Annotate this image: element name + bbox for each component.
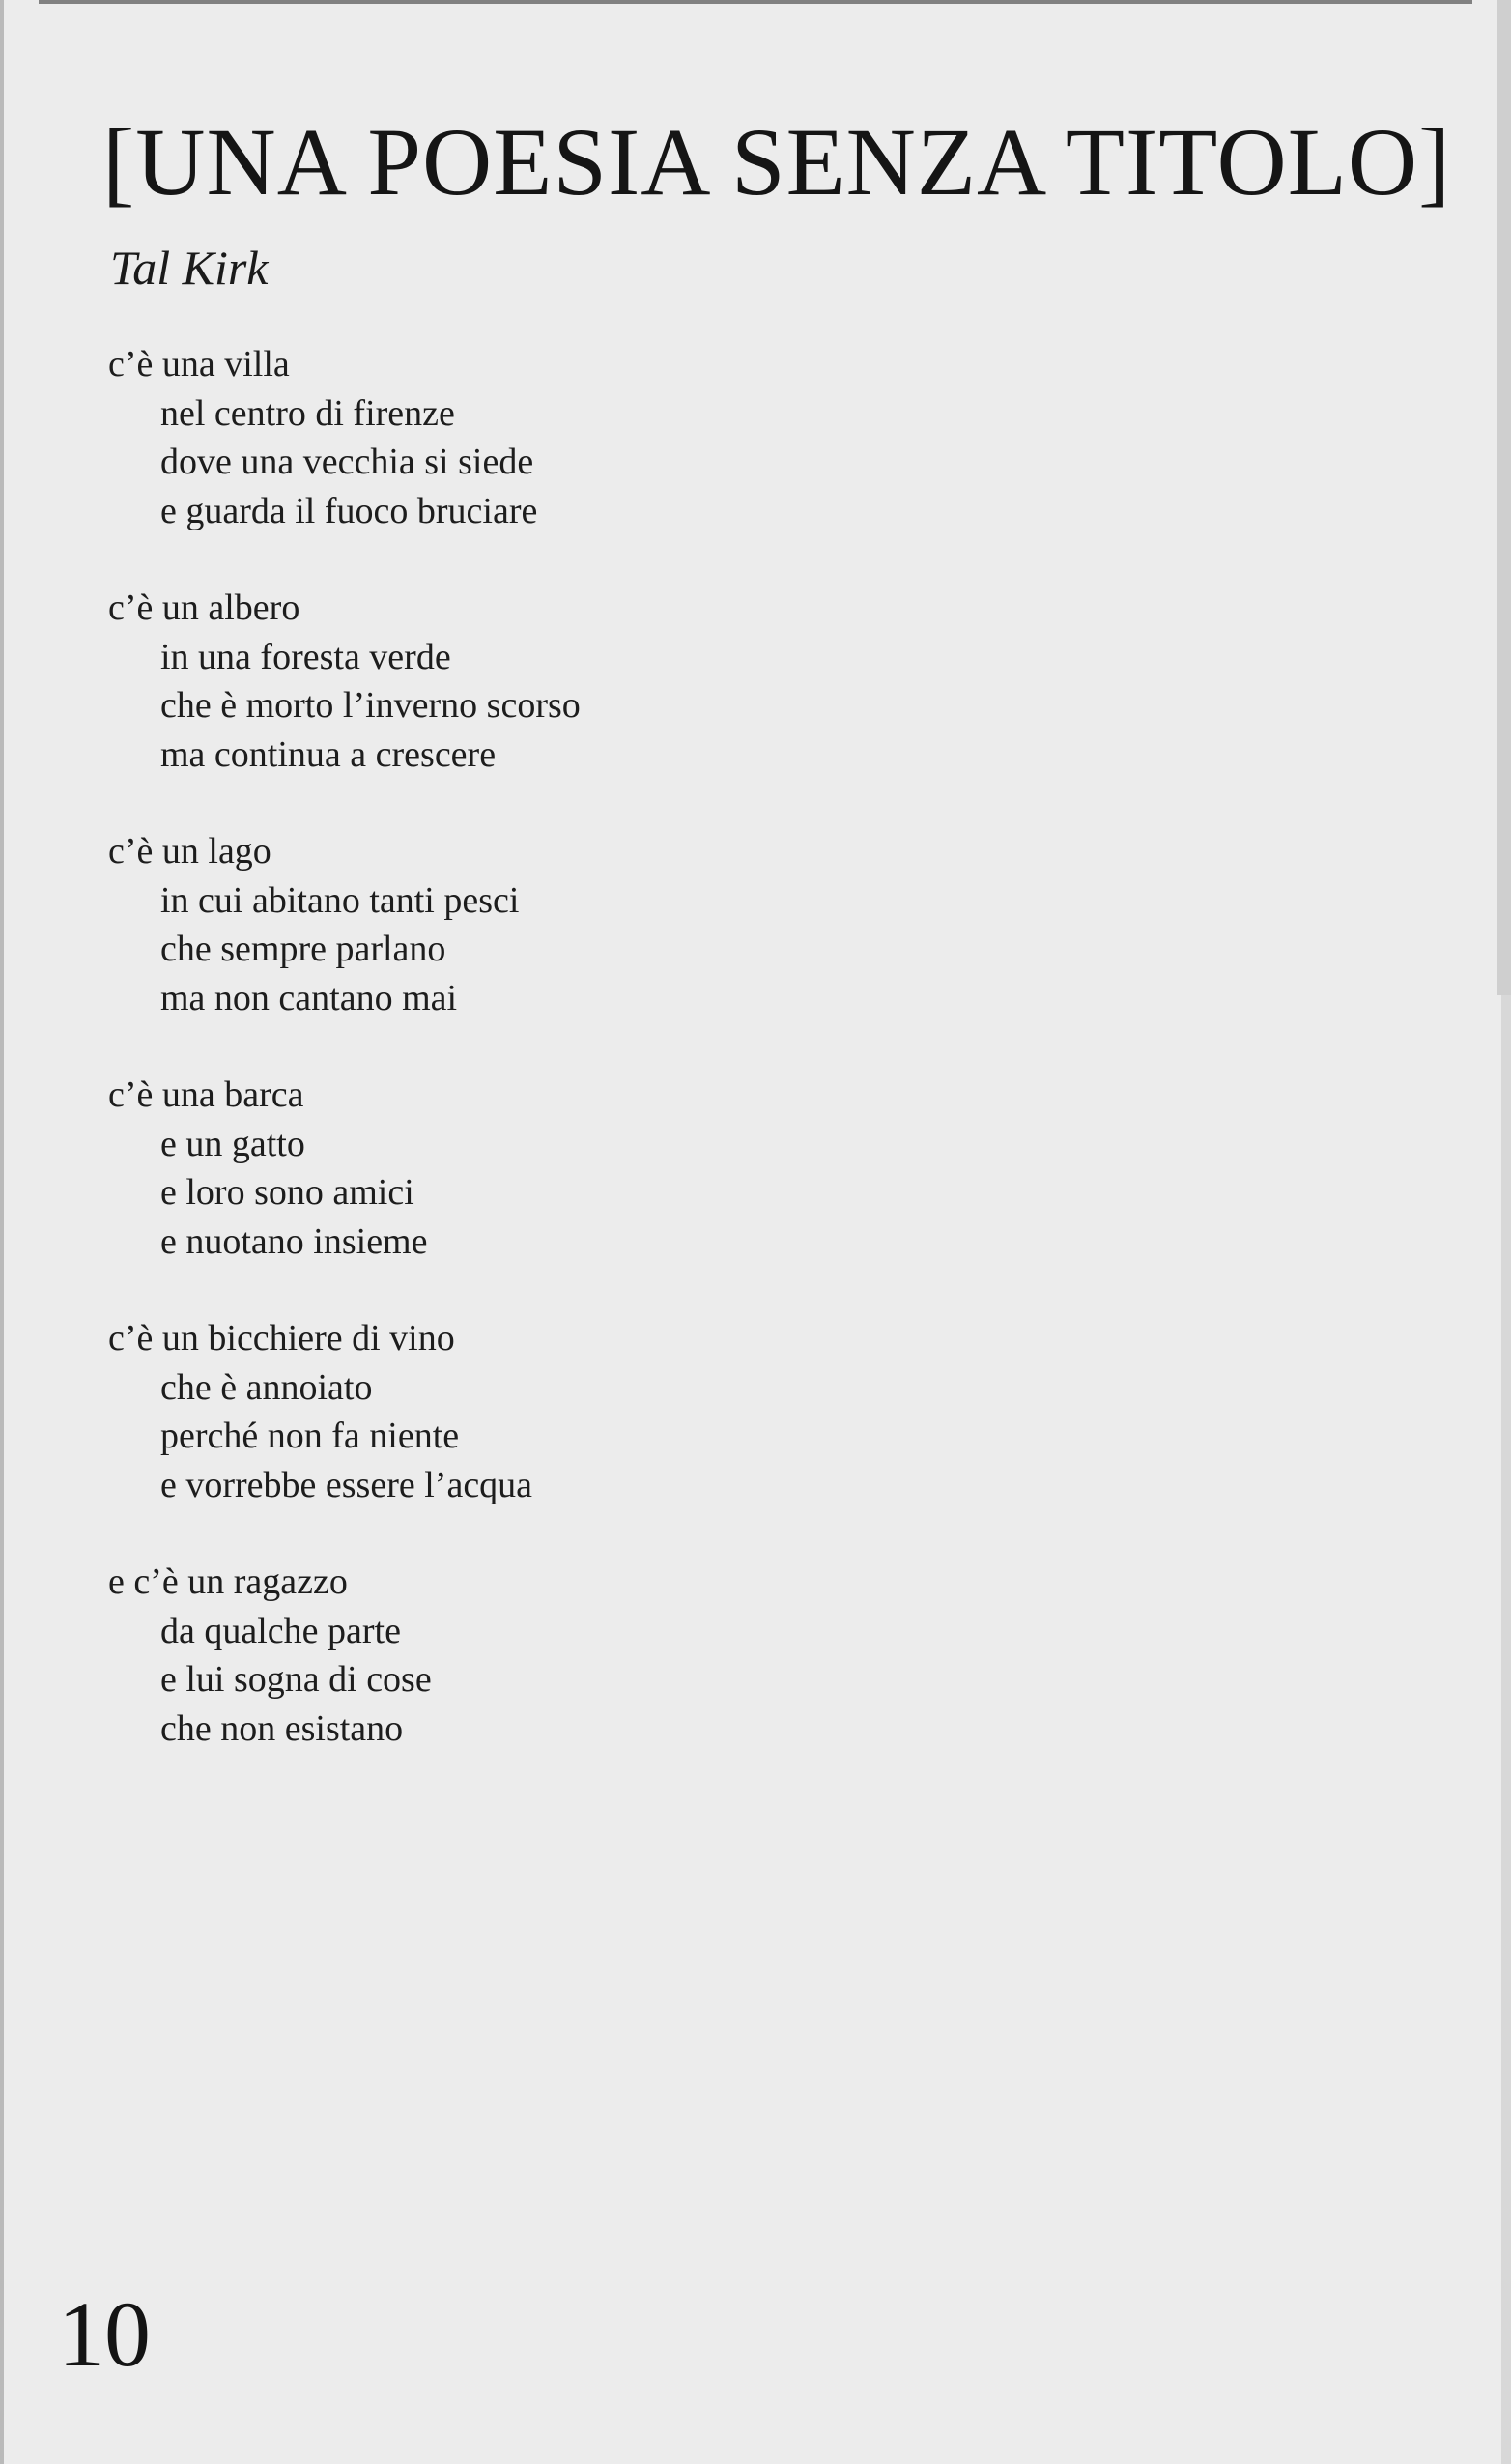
poem-line: e loro sono amici	[160, 1172, 414, 1213]
poem-line: che è annoiato	[160, 1366, 373, 1408]
poem-line: e nuotano insieme	[160, 1220, 428, 1262]
poem-line: c’è un albero	[108, 587, 300, 628]
poem-line: nel centro di firenze	[160, 392, 455, 434]
page-right-edge	[1497, 0, 1511, 995]
poem-body	[108, 340, 978, 1801]
page-top-edge	[39, 0, 1472, 4]
poem-line: che è morto l’inverno scorso	[160, 685, 581, 726]
poem-line: da qualche parte	[160, 1610, 401, 1651]
poem-line: che sempre parlano	[160, 929, 446, 969]
poem-line: ma continua a crescere	[160, 733, 497, 775]
poem-line: e vorrebbe essere l’acqua	[160, 1464, 533, 1505]
poem-line: dove una vecchia si siede	[160, 442, 534, 482]
poem-line: in una foresta verde	[160, 636, 451, 677]
poem-line: c’è un lago	[108, 831, 271, 872]
poem-line: c’è una villa	[108, 344, 290, 385]
stanza	[108, 1314, 978, 1509]
poem-line: ma non cantano mai	[160, 977, 458, 1018]
poem-line: e un gatto	[160, 1123, 305, 1164]
stanza	[108, 1558, 978, 1753]
stanza	[108, 1071, 978, 1266]
poem-line: e guarda il fuoco bruciare	[160, 490, 538, 531]
poem-line: e lui sogna di cose	[160, 1659, 432, 1700]
poem-line: perché non fa niente	[160, 1416, 460, 1456]
stanza	[108, 340, 978, 535]
page-left-edge	[0, 0, 4, 2464]
page-number: 10	[58, 2282, 151, 2386]
poem-title: [UNA POESIA SENZA TITOLO]	[102, 108, 1452, 215]
page-right-edge-lower	[1501, 995, 1511, 2464]
stanza	[108, 827, 978, 1022]
poem-line: e c’è un ragazzo	[108, 1561, 348, 1602]
stanza	[108, 584, 978, 779]
poem-author: Tal Kirk	[110, 241, 269, 295]
poem-line: in cui abitano tanti pesci	[160, 879, 520, 921]
poem-line: c’è un bicchiere di vino	[108, 1318, 455, 1359]
poem-line: c’è una barca	[108, 1074, 304, 1115]
poem-line: che non esistano	[160, 1707, 404, 1749]
